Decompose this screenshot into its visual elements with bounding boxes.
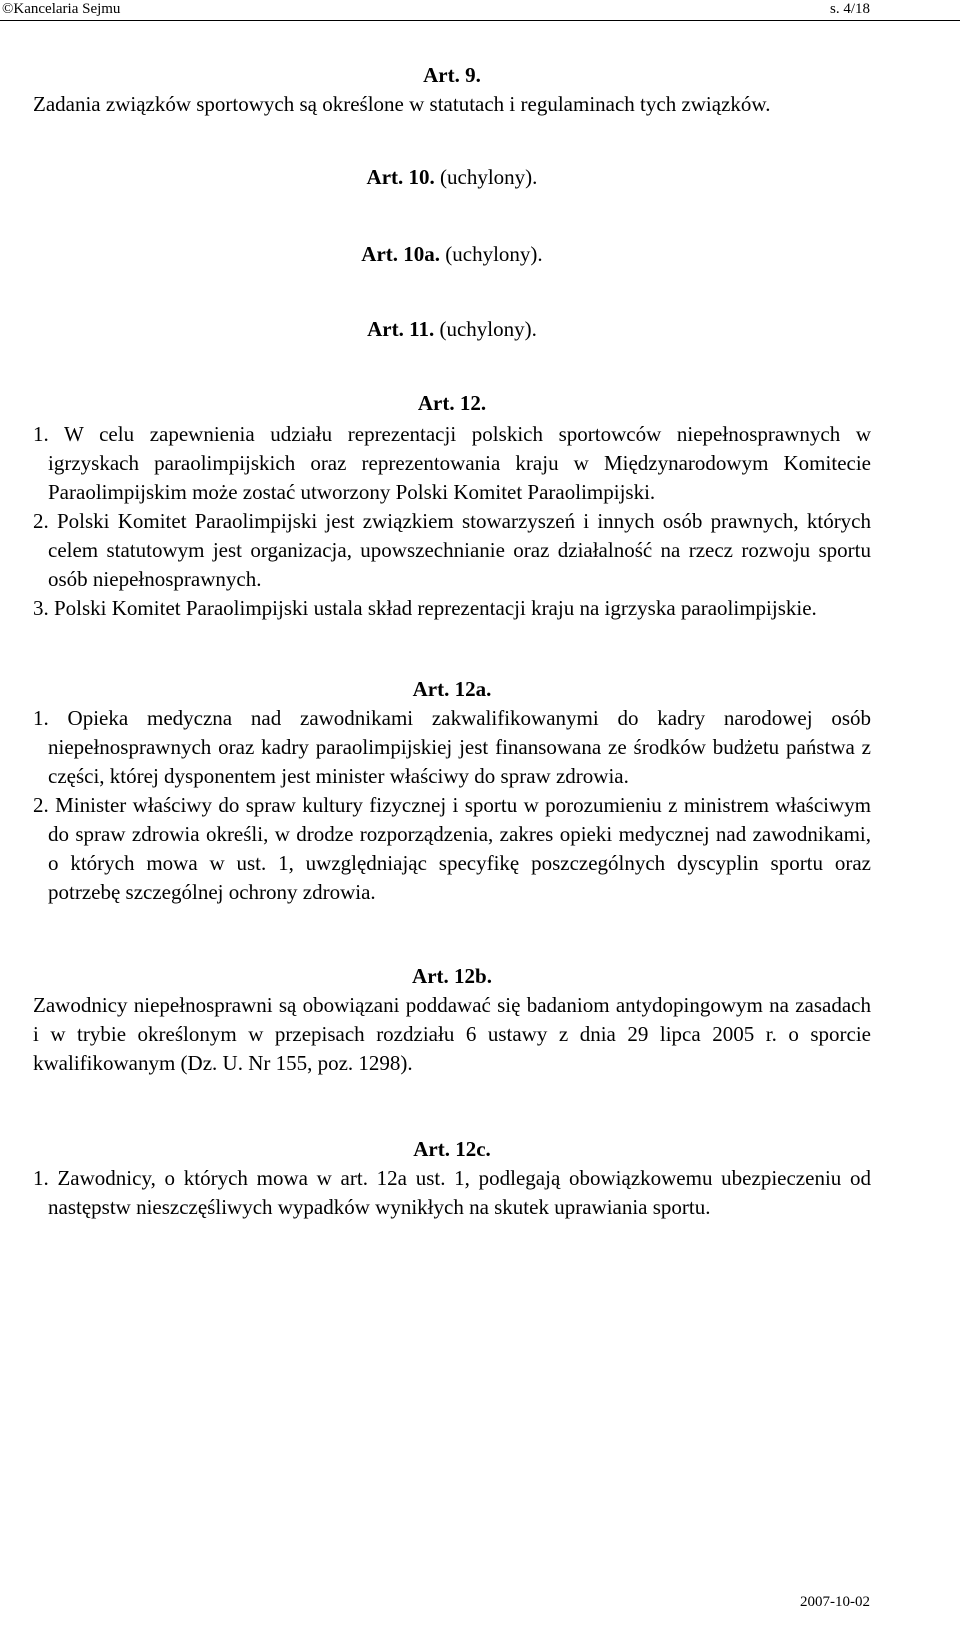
- article-title: Art. 12.: [417, 391, 487, 415]
- paragraph-text: W celu zapewnienia udziału reprezentacji polskich sportowców niepełnosprawnych w igrzyskach paraolimpijskich oraz reprezentowania kraju w Międzynarodowym Komitecie Paraolimpijskim może zostać utworzony Polski Komitet Paraolimpijski.: [48, 422, 871, 504]
- article-paragraph: [33, 1164, 871, 1222]
- article-title: Art. 12c.: [413, 1137, 491, 1161]
- article-paragraph: [33, 507, 871, 594]
- repealed-status: (uchylony).: [445, 242, 543, 266]
- repealed-status: (uchylony).: [440, 165, 538, 189]
- repealed-status: (uchylony).: [439, 317, 537, 341]
- article-title: Art. 12b.: [412, 964, 492, 988]
- article-title: Art. 10a.: [361, 242, 441, 266]
- paragraph-text: Polski Komitet Paraolimpijski jest związkiem stowarzyszeń i innych osób prawnych, których celem statutowym jest organizacja, upowszechnianie oraz działalność na rzecz rozwoju sportu osób niepełnosprawnych.: [48, 509, 872, 591]
- paragraph-text: Opieka medyczna nad zawodnikami zakwalifikowanymi do kadry narodowej osób niepełnosprawnych oraz kadry paraolimpijskiej jest finansowana ze środków budżetu państwa z części, której dysponentem jest minister właściwy do spraw zdrowia.: [48, 706, 871, 788]
- article-text: Zawodnicy niepełnosprawni są obowiązani poddawać się badaniom antydopingowym na zasadach i w trybie określonym w przepisach rozdziału 6 ustawy z dnia 29 lipca 2005 r. o sporcie kwalifikowanym (Dz. U. Nr 155, poz. 1298).: [33, 993, 871, 1075]
- page-number: s. 4/18: [829, 1, 870, 17]
- paragraph-text: Minister właściwy do spraw kultury fizycznej i sportu w porozumieniu z ministrem właściwym do spraw zdrowia określi, w drodze rozporządzenia, zakres opieki medycznej nad zawodnikami, o których mowa w ust. 1, uwzględniając specyfikę poszczególnych dyscyplin sportu oraz potrzebę szczególnej ochrony zdrowia.: [48, 793, 871, 904]
- paragraph-number: 1.: [33, 1166, 49, 1190]
- paragraph-number: 1.: [33, 422, 49, 446]
- article-text: Zadania związków sportowych są określone w statutach i regulaminach tych związków.: [33, 92, 771, 116]
- source-label: ©Kancelaria Sejmu: [2, 1, 121, 17]
- article-paragraph: [33, 420, 871, 507]
- paragraph-number: 2.: [33, 509, 49, 533]
- article-title: Art. 11.: [367, 317, 435, 341]
- article-title: Art. 9.: [423, 63, 481, 87]
- article-repealed: [33, 315, 871, 344]
- article-title: Art. 12a.: [412, 677, 492, 701]
- article-title: Art. 10.: [366, 165, 435, 189]
- page-header: [0, 0, 960, 21]
- paragraph-text: Zawodnicy, o których mowa w art. 12a ust. 1, podlegają obowiązkowemu ubezpieczeniu od następstw nieszczęśliwych wypadków wynikłych na skutek uprawiania sportu.: [48, 1166, 871, 1219]
- article-paragraph: [33, 704, 871, 791]
- paragraph-text: Polski Komitet Paraolimpijski ustala skład reprezentacji kraju na igrzyska paraolimpijskie.: [54, 596, 817, 620]
- article-repealed: [33, 240, 871, 269]
- paragraph-number: 3.: [33, 596, 49, 620]
- paragraph-number: 1.: [33, 706, 49, 730]
- document-body: [33, 61, 871, 1222]
- document-date: 2007-10-02: [800, 1594, 870, 1610]
- article-repealed: [33, 163, 871, 192]
- article-paragraph: [33, 791, 871, 907]
- article-paragraph: [33, 594, 871, 623]
- paragraph-number: 2.: [33, 793, 49, 817]
